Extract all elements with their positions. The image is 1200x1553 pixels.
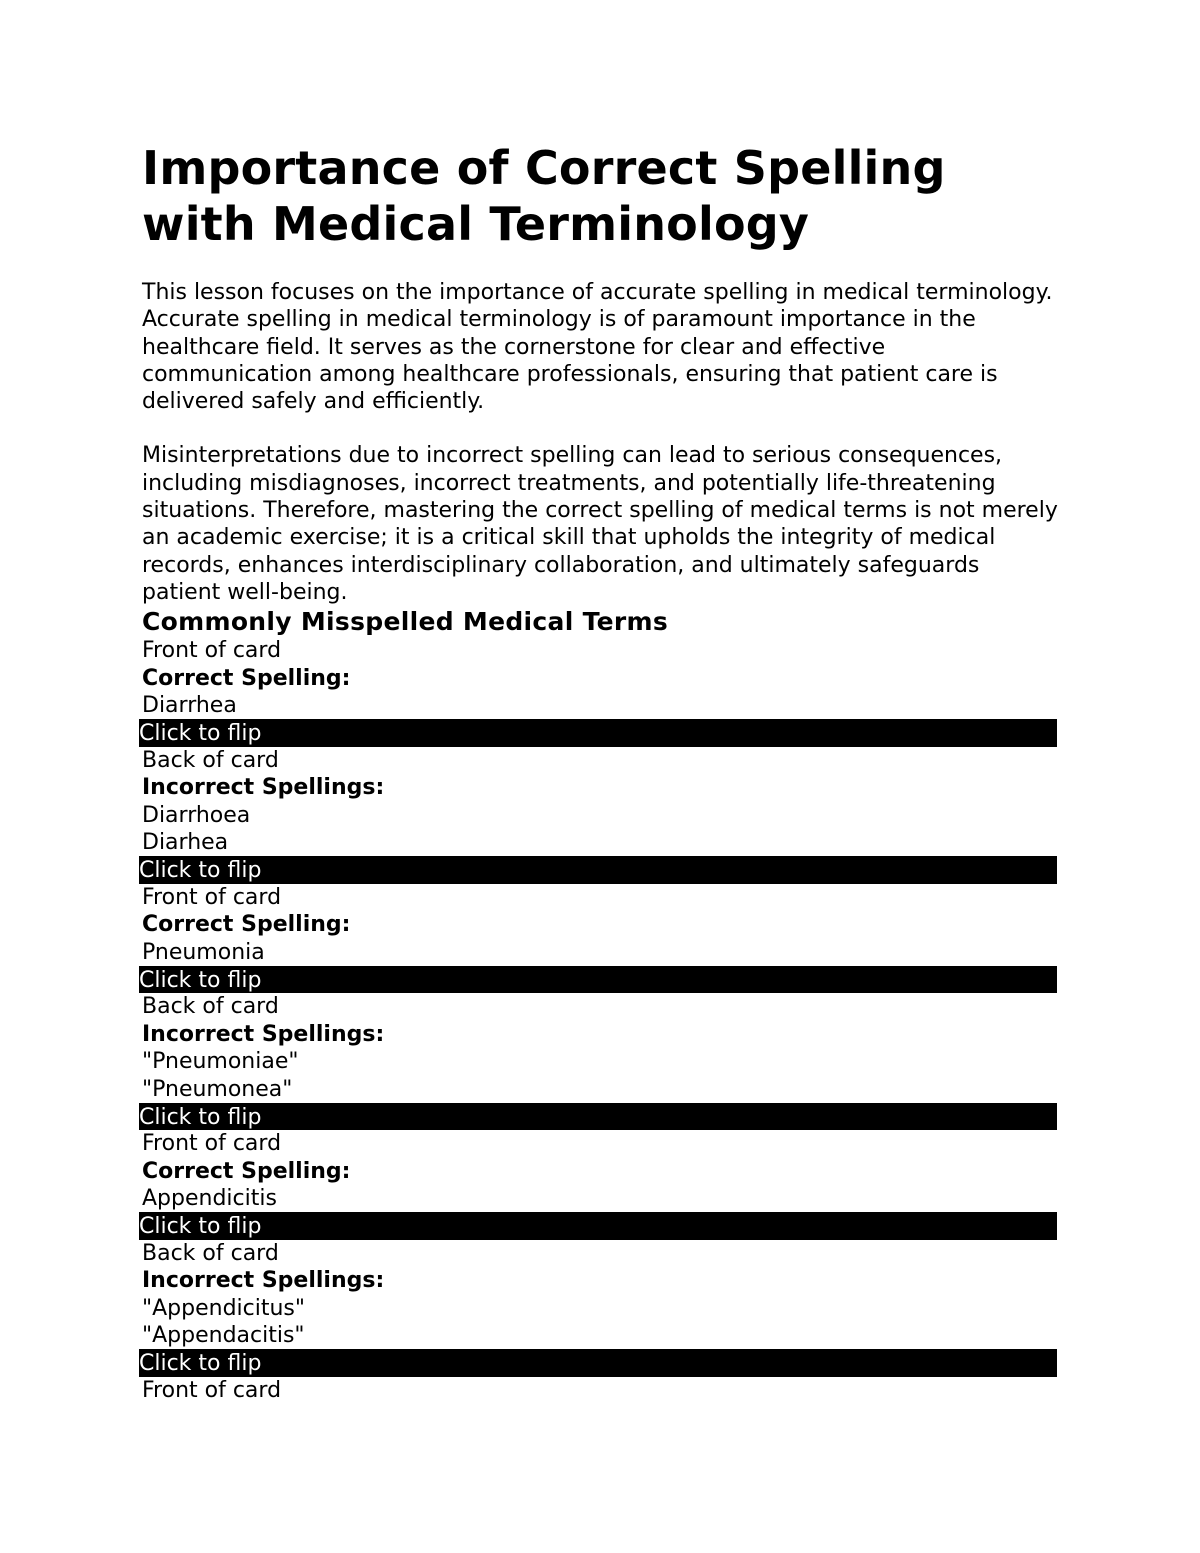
card-back-label: Back of card [142, 747, 279, 773]
card-front-label: Front of card [142, 1377, 282, 1403]
correct-spelling-heading: Correct Spelling: [142, 912, 351, 938]
card-back-label: Back of card [142, 994, 279, 1020]
incorrect-spellings-heading: Incorrect Spellings: [142, 1268, 385, 1294]
card-front-label: Front of card [142, 1131, 282, 1157]
flashcard [139, 884, 1060, 1131]
incorrect-spelling-value: "Appendacitis" [142, 1323, 305, 1349]
card-front-label: Front of card [142, 884, 282, 910]
flashcard-back [139, 993, 1060, 1130]
flip-card-button[interactable]: Click to flip [139, 719, 1057, 746]
incorrect-spellings-heading: Incorrect Spellings: [142, 775, 385, 801]
incorrect-spelling-value: "Pneumoniae" [142, 1049, 299, 1075]
flip-card-button[interactable]: Click to flip [139, 1103, 1057, 1130]
section-heading: Commonly Misspelled Medical Terms [142, 607, 669, 637]
card-back-label: Back of card [142, 1240, 279, 1266]
flashcard-back [139, 1240, 1060, 1377]
correct-spelling-value: Diarrhea [142, 693, 237, 719]
correct-spelling-value: Pneumonia [142, 939, 265, 965]
flip-card-button[interactable]: Click to flip [139, 1349, 1057, 1376]
correct-spelling-heading: Correct Spelling: [142, 1158, 351, 1184]
incorrect-spelling-value: "Appendicitus" [142, 1295, 306, 1321]
page-title: Importance of Correct Spelling with Medical Terminology [142, 141, 946, 251]
flip-card-button[interactable]: Click to flip [139, 856, 1057, 883]
card-front-label: Front of card [142, 638, 282, 664]
incorrect-spelling-value: "Pneumonea" [142, 1076, 293, 1102]
flip-card-button[interactable]: Click to flip [139, 1212, 1057, 1239]
flashcard [139, 1130, 1060, 1377]
flashcard-back [139, 747, 1060, 884]
flashcard-front [139, 884, 1060, 994]
incorrect-spellings-heading: Incorrect Spellings: [142, 1021, 385, 1047]
flashcard-front [139, 1130, 1060, 1240]
flashcard-front [139, 637, 1060, 747]
correct-spelling-value: Appendicitis [142, 1186, 277, 1212]
intro-paragraph-1: This lesson focuses on the importance of accurate spelling in medical terminology. Accurate spelling in medical terminology is of paramount importance in the healthcare field. It serves as the cornerstone for clear and effective communication among healthcare professionals, ensuring that patient care is delivered safely and efficiently. [142, 280, 1053, 415]
flashcard-list [139, 637, 1060, 1404]
intro-paragraph-2: Misinterpretations due to incorrect spelling can lead to serious consequences, including misdiagnoses, incorrect treatments, and potentially life-threatening situations. Therefore, mastering the correct spelling of medical terms is not merely an academic exercise; it is a critical skill that upholds the integrity of medical records, enhances interdisciplinary collaboration, and ultimately safeguards patient well-being. [142, 443, 1058, 605]
flashcard [139, 637, 1060, 884]
correct-spelling-heading: Correct Spelling: [142, 665, 351, 691]
incorrect-spelling-value: Diarhea [142, 830, 229, 855]
document-page [139, 140, 1060, 1404]
flip-card-button[interactable]: Click to flip [139, 966, 1057, 993]
incorrect-spelling-value: Diarrhoea [142, 802, 251, 828]
